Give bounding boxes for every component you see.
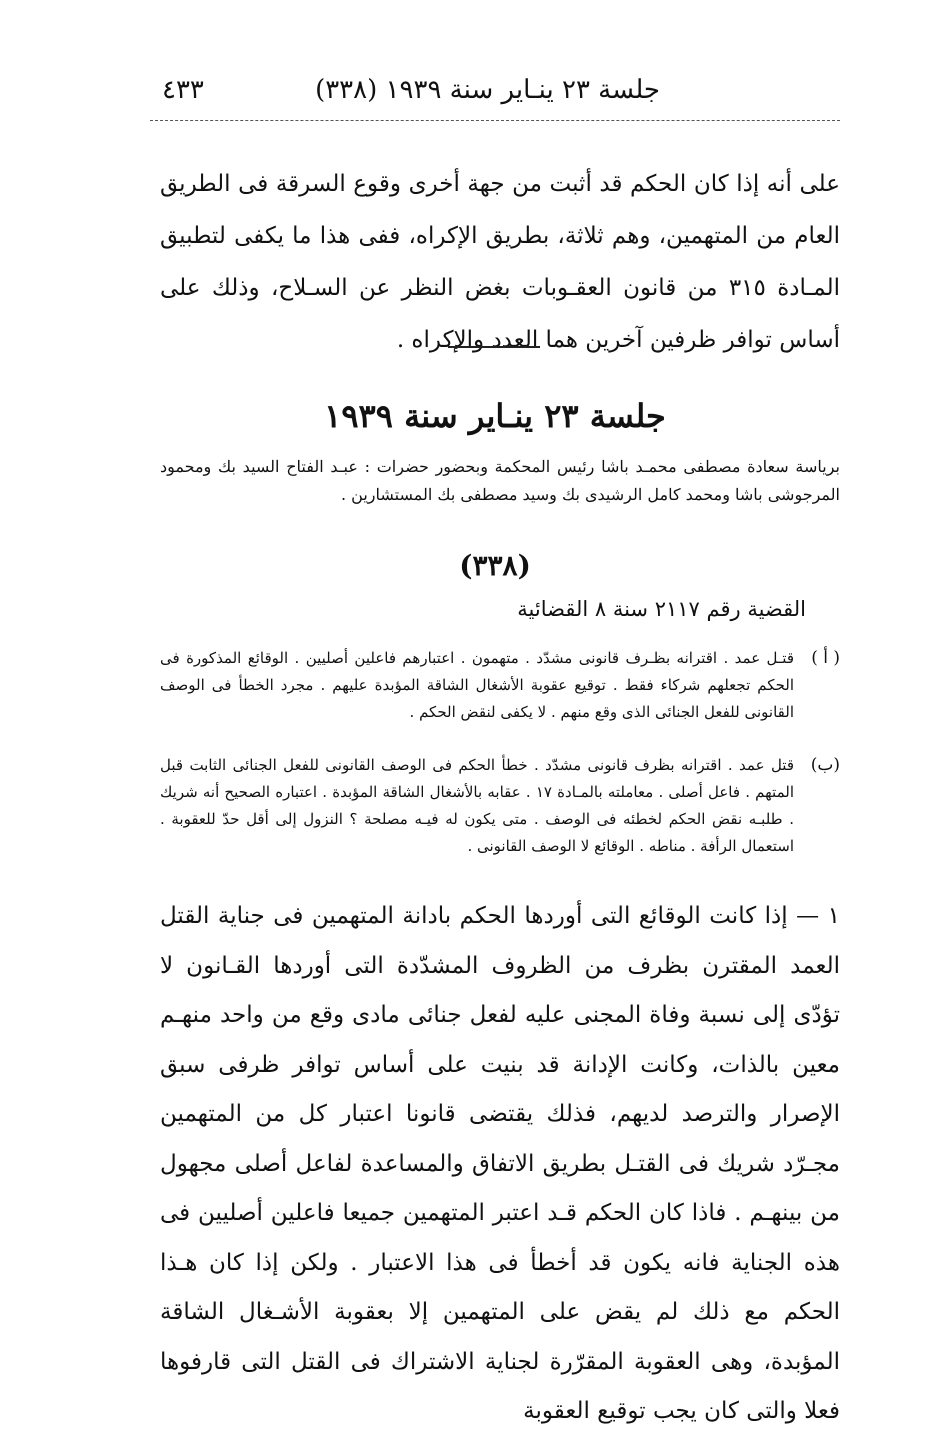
- headnote-label: (ب): [810, 755, 840, 775]
- headnote-label: ( أ ): [811, 648, 840, 668]
- case-number: (٣٣٨): [459, 549, 531, 582]
- continuation-paragraph: على أنه إذا كان الحكم قد أثبت من جهة أخرى وقوع السرقة فى الطريق العام من المتهمين، وهم ثلاثة، بطريق الإكراه، ففى هذا ما يكفى لتطبيق المـادة ٣١٥ من قانون العقـوبات بغض النظر عن السـلاح، وذلك على أساس توافر ظرفين آخرين هما العدد والإكراه .: [160, 171, 840, 353]
- session-presidency: برياسة سعادة مصطفى محمـد باشا رئيس المحكمة وبحضور حضرات : عبـد الفتاح السيد بك ومحمود المرجوشى باشا ومحمد كامل الرشيدى بك وسيد مصطفى بك المستشارين .: [160, 457, 840, 504]
- case-title: القضية رقم ٢١١٧ سنة ٨ القضائية: [517, 597, 806, 621]
- headnote-a: [160, 645, 840, 726]
- running-header: [150, 74, 840, 114]
- running-title: جلسة ٢٣ ينـاير سنة ١٩٣٩ (٣٣٨): [315, 75, 660, 105]
- headnote-text: قتـل عمد . اقترانه بظـرف قانونى مشدّد . متهمون . اعتبارهم فاعلين أصليين . الوقائع المذكورة فى الحكم تجعلهم شركاء فقط . توقيع عقوبة الأشغال الشاقة المؤبدة عليهم . مجرد الخطأ فى الوصف القانونى للفعل الجنائى الذى وقع منهم . لا يكفى لنقض الحكم .: [160, 649, 794, 721]
- headnote-b: [160, 752, 840, 860]
- headnote-text: قتل عمد . اقترانه بظرف قانونى مشدّد . خطأ الحكم فى الوصف القانونى للفعل الجنائى الثابت قبل المتهم . فاعل أصلى . معاملته بالمـادة ١٧ . عقابه بالأشغال الشاقة المؤبدة . اعتباره الصحيح أنه شريك . طلبـه نقض الحكم لخطئه فى الوصف . متى يكون له فيـه مصلحة ؟ النزول إلى أقل حدّ للعقوبة . استعمال الرأفة . مناطه . الوقائع لا الوصف القانونى .: [160, 756, 794, 855]
- section-separator: [448, 346, 540, 348]
- session-title: جلسة ٢٣ ينـاير سنة ١٩٣٩: [324, 397, 666, 435]
- page-number: ٤٣٣: [162, 75, 204, 105]
- holding-paragraph: ١ — إذا كانت الوقائع التى أوردها الحكم بادانة المتهمين فى جناية القتل العمد المقترن بظرف من الظروف المشدّدة التى أوردها القـانون لا تؤدّى إلى نسبة وفاة المجنى عليه لفعل جنائى مادى وقع من واحد منهـم معين بالذات، وكانت الإدانة قد بنيت على أساس توافر ظرفى سبق الإصرار والترصد لديهم، فذلك يقتضى قانونا اعتبار كل من المتهمين مجـرّد شريك فى القتـل بطريق الاتفاق والمساعدة لفاعل أصلى مجهول من بينهـم . فاذا كان الحكم قـد اعتبر المتهمين جميعا فاعلين أصليين فى هذه الجناية فانه يكون قد أخطأ فى هذا الاعتبار . ولكن إذا كان هـذا الحكم مع ذلك لم يقض على المتهمين إلا بعقوبة الأشـغال الشاقة المؤبدة، وهى العقوبة المقرّرة لجناية الاشتراك فى القتل التى قارفوها فعلا والتى كان يجب توقيع العقوبة: [160, 903, 841, 1424]
- header-divider: [150, 120, 840, 121]
